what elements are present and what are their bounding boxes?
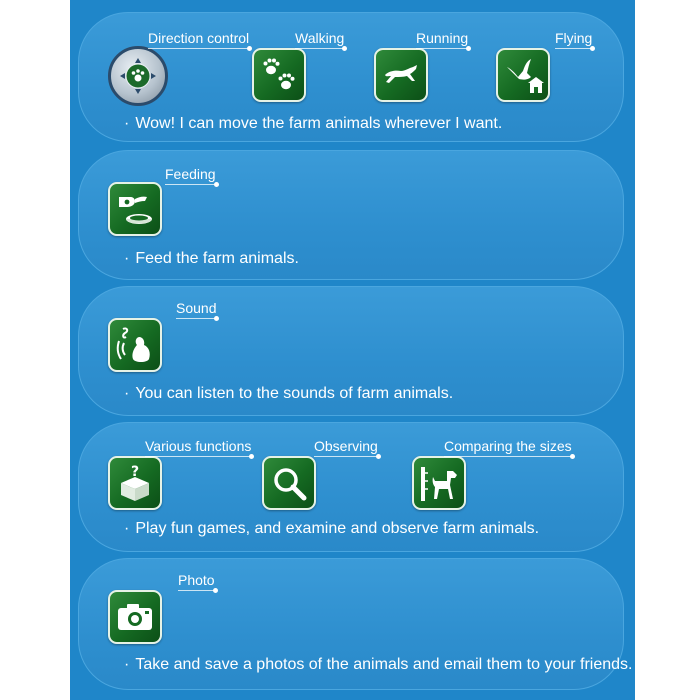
question-box-icon[interactable] bbox=[108, 456, 162, 510]
caption-photo-text: Take and save a photos of the animals and email them to your friends. bbox=[135, 656, 633, 673]
caption-functions-text: Play fun games, and examine and observe farm animals. bbox=[135, 520, 540, 537]
caption-feeding: · Feed the farm animals. bbox=[124, 250, 299, 267]
sound-animal-icon[interactable] bbox=[108, 318, 162, 372]
paw-prints-icon[interactable] bbox=[252, 48, 306, 102]
label-observing: Observing bbox=[314, 438, 378, 457]
svg-text:?: ? bbox=[130, 464, 140, 480]
dog-size-icon[interactable] bbox=[412, 456, 466, 510]
caption-movement: · Wow! I can move the farm animals wherever I want. bbox=[124, 115, 503, 132]
caption-photo: · Take and save a photos of the animals and email them to your friends. bbox=[124, 656, 633, 673]
camera-icon[interactable] bbox=[108, 590, 162, 644]
flying-bird-icon[interactable] bbox=[496, 48, 550, 102]
caption-sound: · You can listen to the sounds of farm animals. bbox=[124, 385, 454, 402]
label-direction-control: Direction control bbox=[148, 30, 249, 49]
label-photo: Photo bbox=[178, 572, 215, 591]
label-flying: Flying bbox=[555, 30, 592, 49]
caption-movement-text: Wow! I can move the farm animals wherever I want. bbox=[135, 115, 503, 132]
magnifier-icon[interactable] bbox=[262, 456, 316, 510]
label-running: Running bbox=[416, 30, 468, 49]
label-feeding: Feeding bbox=[165, 166, 216, 185]
feeding-bowl-icon[interactable] bbox=[108, 182, 162, 236]
direction-pad-icon[interactable] bbox=[108, 46, 168, 106]
caption-sound-text: You can listen to the sounds of farm animals. bbox=[135, 385, 454, 402]
label-comparing-sizes: Comparing the sizes bbox=[444, 438, 572, 457]
running-animal-icon[interactable] bbox=[374, 48, 428, 102]
caption-feeding-text: Feed the farm animals. bbox=[135, 250, 299, 267]
label-various-functions: Various functions bbox=[145, 438, 251, 457]
caption-functions: · Play fun games, and examine and observe farm animals. bbox=[124, 520, 540, 537]
label-sound: Sound bbox=[176, 300, 216, 319]
label-walking: Walking bbox=[295, 30, 344, 49]
